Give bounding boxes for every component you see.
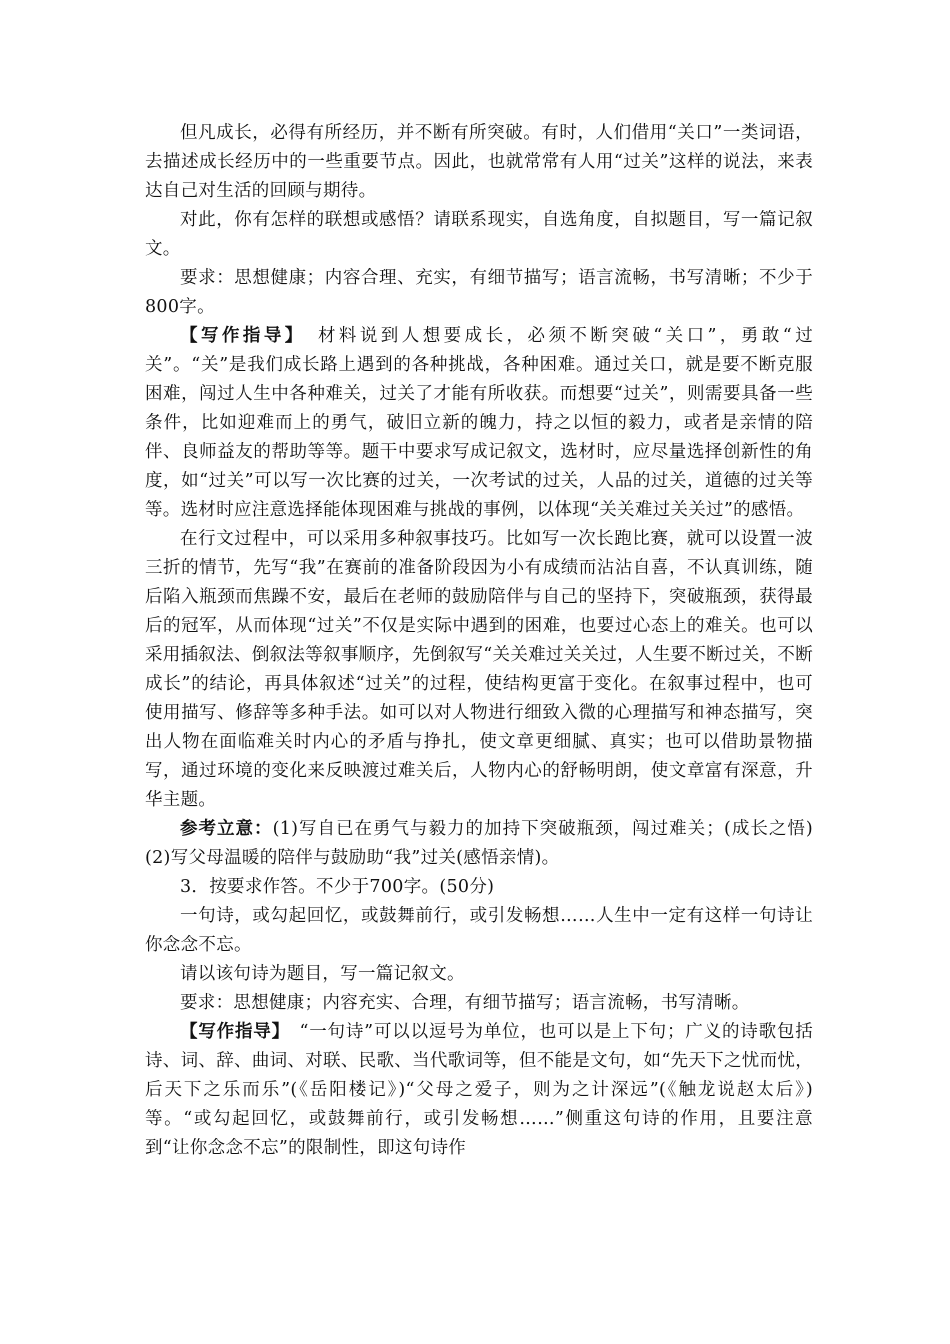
requirement-paragraph: [145, 264, 813, 322]
paragraph-text: (1)写自已在勇气与毅力的加持下突破瓶颈，闯过难关；(成长之悟)(2)写父母温暖的陪伴与鼓励助“我”过关(感悟亲情)。: [145, 819, 814, 868]
prompt-paragraph-2: [145, 960, 813, 989]
paragraph-text: 对此，你有怎样的联想或感悟？请联系现实，自选角度，自拟题目，写一篇记叙文。: [145, 210, 813, 259]
requirement-paragraph-2: [145, 989, 813, 1018]
writing-guide-paragraph-2: [145, 1018, 813, 1163]
writing-guide-paragraph: [145, 322, 813, 525]
paragraph-text: 要求：思想健康；内容充实、合理，有细节描写；语言流畅，书写清晰。: [180, 993, 750, 1013]
paragraph-text: 在行文过程中，可以采用多种叙事技巧。比如写一次长跑比赛，就可以设置一波三折的情节，先写“我”在赛前的准备阶段因为小有成绩而沾沾自喜，不认真训练，随后陷入瓶颈而焦躁不安，最后在老师的鼓励陪伴与自己的坚持下，突破瓶颈，获得最后的冠军，从而体现“过关”不仅是实际中遇到的困难，也要过心态上的难关。也可以采用插叙法、倒叙法等叙事顺序，先倒叙写“关关难过关关过，人生要不断过关，不断成长”的结论，再具体叙述“过关”的过程，使结构更富于变化。在叙事过程中，也可使用描写、修辞等多种手法。如可以对人物进行细致入微的心理描写和神态描写，突出人物在面临难关时内心的矛盾与挣扎，使文章更细腻、真实；也可以借助景物描写，通过环境的变化来反映渡过难关后，人物内心的舒畅明朗，使文章富有深意，升华主题。: [145, 529, 813, 810]
paragraph-text: 请以该句诗为题目，写一篇记叙文。: [180, 964, 465, 984]
paragraph-text: 要求：思想健康；内容合理、充实，有细节描写；语言流畅，书写清晰；不少于800字。: [145, 268, 813, 317]
paragraph-text: “一句诗”可以以逗号为单位，也可以是上下句；广义的诗歌包括诗、词、辞、曲词、对联、民歌、当代歌词等，但不能是文句，如“先天下之忧而忧，后天下之乐而乐”(《岳阳楼记》)“父母之爱子，则为之计深远”(《触龙说赵太后》)等。“或勾起回忆，或鼓舞前行，或引发畅想……”侧重这句诗的作用，且要注意到“让你念念不忘”的限制性，即这句诗作: [145, 1022, 813, 1158]
writing-guide-label: 【写作指导】: [180, 1022, 282, 1042]
prompt-paragraph: [145, 206, 813, 264]
reference-idea-paragraph: [145, 815, 813, 873]
material-paragraph-2: [145, 902, 813, 960]
document-body: [145, 119, 813, 1163]
question-3-heading: [145, 873, 813, 902]
paragraph-text: 3．按要求作答。不少于700字。(50分): [180, 877, 495, 897]
paragraph-text: 一句诗，或勾起回忆，或鼓舞前行，或引发畅想……人生中一定有这样一句诗让你念念不忘。: [145, 906, 813, 955]
writing-guide-label: 【写作指导】: [180, 326, 297, 346]
narrative-technique-paragraph: [145, 525, 813, 815]
paragraph-text: 材料说到人想要成长，必须不断突破“关口”，勇敢“过关”。“关”是我们成长路上遇到的各种挑战，各种困难。通过关口，就是要不断克服困难，闯过人生中各种难关，过关了才能有所收获。而想要“过关”，则需要具备一些条件，比如迎难而上的勇气，破旧立新的魄力，持之以恒的毅力，或者是亲情的陪伴、良师益友的帮助等等。题干中要求写成记叙文，选材时，应尽量选择创新性的角度，如“过关”可以写一次比赛的过关，一次考试的过关，人品的过关，道德的过关等等。选材时应注意选择能体现困难与挑战的事例，以体现“关关难过关关过”的感悟。: [145, 326, 813, 520]
reference-idea-label: 参考立意：: [180, 819, 273, 839]
paragraph-text: 但凡成长，必得有所经历，并不断有所突破。有时，人们借用“关口”一类词语，去描述成长经历中的一些重要节点。因此，也就常常有人用“过关”这样的说法，来表达自己对生活的回顾与期待。: [145, 123, 813, 201]
material-paragraph: [145, 119, 813, 206]
